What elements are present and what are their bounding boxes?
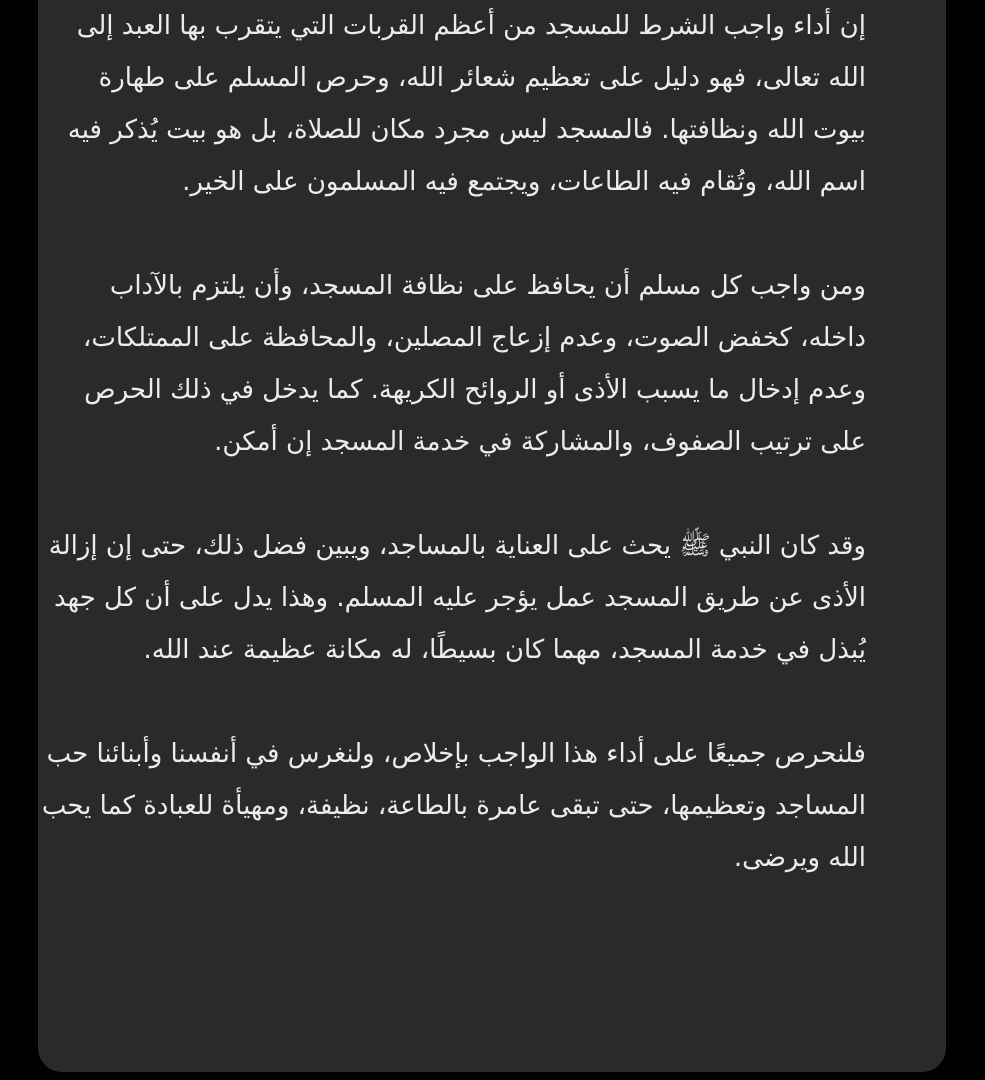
message-paragraph-1: إن أداء واجب الشرط للمسجد من أعظم القربات التي يتقرب بها العبد إلى الله تعالى، فهو دليل على تعظيم شعائر الله، وحرص المسلم على طهارة بيوت الله ونظافتها. فالمسجد ليس مجرد مكان للصلاة، بل هو بيت يُذكر فيه اسم الله، وتُقام فيه الطاعات، ويجتمع فيه المسلمون على الخير. — [67, 11, 866, 197]
message-paragraph-2: ومن واجب كل مسلم أن يحافظ على نظافة المسجد، وأن يلتزم بالآداب داخله، كخفض الصوت، وعدم إزعاج المصلين، والمحافظة على الممتلكات، وعدم إدخال ما يسبب الأذى أو الروائح الكريهة. كما يدخل في ذلك الحرص على ترتيب الصفوف، والمشاركة في خدمة المسجد إن أمكن. — [83, 271, 866, 457]
message-bubble[interactable] — [38, 0, 946, 1072]
message-text — [38, 0, 866, 884]
message-paragraph-3: وقد كان النبي ﷺ يحث على العناية بالمساجد، ويبين فضل ذلك، حتى إن إزالة الأذى عن طريق المسجد عمل يؤجر عليه المسلم. وهذا يدل على أن كل جهد يُبذل في خدمة المسجد، مهما كان بسيطًا، له مكانة عظيمة عند الله. — [48, 531, 866, 665]
message-paragraph-4: فلنحرص جميعًا على أداء هذا الواجب بإخلاص، ولنغرس في أنفسنا وأبنائنا حب المساجد وتعظيمها، حتى تبقى عامرة بالطاعة، نظيفة، ومهيأة للعبادة كما يحب الله ويرضى. — [41, 739, 866, 873]
